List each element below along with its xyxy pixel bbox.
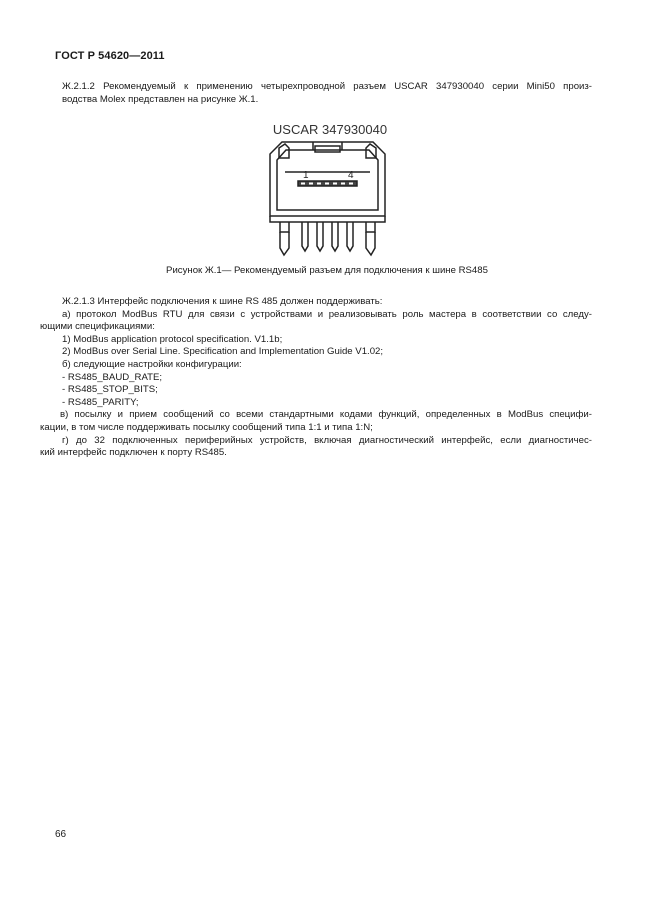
paragraph-line: кации, в том числе поддерживать посылку сообщений типа 1:1 и типа 1:N; [40, 421, 373, 433]
paragraph-line: а) протокол ModBus RTU для связи с устройствами и реализовывать роль мастера в соответствии со следу- [62, 308, 592, 320]
list-item: 2) ModBus over Serial Line. Specification and Implementation Guide V1.02; [62, 346, 384, 358]
pin-label-1: 1 [303, 170, 309, 181]
pin-label-4: 4 [348, 170, 354, 181]
list-item: - RS485_STOP_BITS; [62, 384, 158, 396]
paragraph-line: ющими спецификациями: [40, 321, 155, 333]
paragraph-line: кий интерфейс подключен к порту RS485. [40, 447, 227, 459]
page-number: 66 [55, 829, 67, 840]
list-item: 1) ModBus application protocol specification. V1.1b; [62, 333, 283, 345]
paragraph-line: в) посылку и прием сообщений со всеми стандартными кодами функций, определенных в ModBus специфи- [60, 409, 592, 421]
paragraph-line: б) следующие настройки конфигурации: [62, 358, 242, 370]
paragraph-connector-recommendation [62, 81, 592, 106]
figure-caption: Рисунок Ж.1— Рекомендуемый разъем для подключения к шине RS485 [166, 265, 488, 276]
figure-title: USCAR 347930040 [272, 122, 388, 137]
paragraph-interface-requirements [40, 296, 592, 460]
paragraph-line: Ж.2.1.2 Рекомендуемый к применению четырехпроводной разъем USCAR 347930040 серии Mini50 произ- [62, 81, 592, 92]
paragraph-line: водства Molex представлен на рисунке Ж.1. [62, 93, 259, 105]
list-item: - RS485_PARITY; [62, 396, 139, 408]
paragraph-line: Ж.2.1.3 Интерфейс подключения к шине RS 485 должен поддерживать: [62, 296, 383, 307]
paragraph-line: г) до 32 подключенных периферийных устройств, включая диагностический интерфейс, если диагностичес- [62, 434, 592, 446]
list-item: - RS485_BAUD_RATE; [62, 371, 163, 383]
document-header: ГОСТ Р 54620—2011 [55, 50, 165, 62]
connector-drawing [265, 120, 395, 260]
